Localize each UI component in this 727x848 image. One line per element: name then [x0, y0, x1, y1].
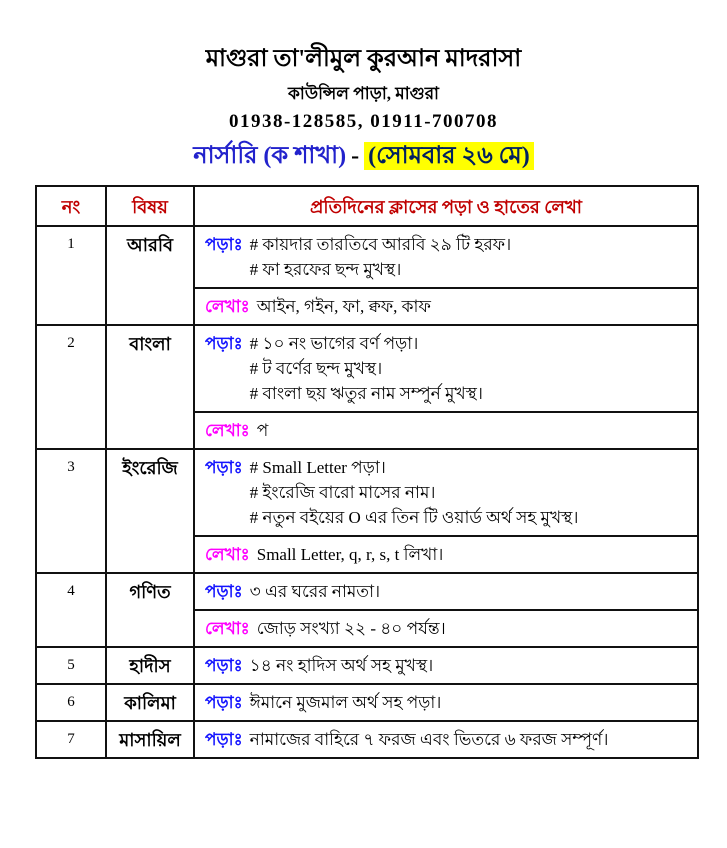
lesson-content-cell — [195, 450, 697, 572]
lesson-section — [195, 287, 697, 324]
section-label: পড়াঃ — [205, 693, 243, 712]
section-label: পড়াঃ — [205, 334, 243, 353]
lesson-content-cell — [195, 722, 697, 757]
row-number: 5 — [37, 648, 107, 683]
row-number: 6 — [37, 685, 107, 720]
section-lines — [257, 616, 687, 641]
lesson-section — [195, 227, 697, 287]
lesson-section — [195, 326, 697, 411]
document-header — [0, 0, 727, 172]
section-label: পড়াঃ — [205, 458, 243, 477]
lesson-section — [195, 722, 697, 757]
subject-name: মাসায়িল — [107, 722, 195, 757]
lesson-line: ৩ এর ঘরের নামতা। — [249, 582, 381, 601]
row-number: 3 — [37, 450, 107, 572]
class-name: নার্সারি (ক শাখা) — [193, 143, 347, 169]
section-label: পড়াঃ — [205, 582, 243, 601]
lesson-line: Small Letter, q, r, s, t লিখা। — [256, 545, 444, 564]
lesson-line: # ইংরেজি বারো মাসের নাম। — [249, 483, 436, 502]
lesson-line: নামাজের বাহিরে ৭ ফরজ এবং ভিতরে ৬ ফরজ সম্পূর্ণ। — [249, 730, 609, 749]
section-lines — [250, 653, 687, 678]
section-lines — [250, 727, 687, 752]
lesson-content-cell — [195, 685, 697, 720]
section-lines — [257, 294, 687, 319]
section-label: লেখাঃ — [205, 545, 250, 564]
table-row — [37, 225, 697, 324]
date-highlight: (সোমবার ২৬ মে) — [364, 142, 534, 170]
table-row — [37, 572, 697, 646]
section-label: লেখাঃ — [205, 421, 250, 440]
lesson-line: # বাংলা ছয় ঋতুর নাম সম্পুর্ন মুখস্থ। — [249, 384, 483, 403]
lesson-section — [195, 685, 697, 720]
lesson-section — [195, 574, 697, 609]
lesson-table — [35, 185, 699, 759]
lesson-section — [195, 535, 697, 572]
lesson-line: # ট বর্ণের ছন্দ মুখস্থ। — [249, 359, 383, 378]
lesson-content-cell — [195, 227, 697, 324]
lesson-line: # নতুন বইয়ের O এর তিন টি ওয়ার্ড অর্থ সহ মুখস্থ। — [249, 508, 579, 527]
section-lines — [257, 542, 687, 567]
section-lines — [250, 331, 687, 406]
column-header-number: নং — [37, 187, 107, 225]
lesson-line: জোড় সংখ্যা ২২ - ৪০ পর্যন্ত। — [256, 619, 446, 638]
lesson-line: # Small Letter পড়া। — [249, 458, 386, 477]
lesson-line: # ১০ নং ভাগের বর্ণ পড়া। — [249, 334, 419, 353]
table-row — [37, 720, 697, 757]
lesson-content-cell — [195, 326, 697, 448]
lesson-section — [195, 648, 697, 683]
row-number: 2 — [37, 326, 107, 448]
separator-dash: - — [351, 143, 360, 169]
section-label: লেখাঃ — [205, 297, 250, 316]
column-header-subject: বিষয় — [107, 187, 195, 225]
subject-name: ইংরেজি — [107, 450, 195, 572]
subject-name: বাংলা — [107, 326, 195, 448]
lesson-section — [195, 411, 697, 448]
subject-name: আরবি — [107, 227, 195, 324]
subject-name: হাদীস — [107, 648, 195, 683]
section-lines — [250, 579, 687, 604]
section-label: পড়াঃ — [205, 730, 243, 749]
lesson-content-cell — [195, 574, 697, 646]
lesson-line: প — [256, 421, 269, 440]
lesson-line: # ফা হরফের ছন্দ মুখস্থ। — [249, 260, 402, 279]
section-lines — [250, 232, 687, 282]
section-label: লেখাঃ — [205, 619, 250, 638]
row-number: 1 — [37, 227, 107, 324]
lesson-line: # কায়দার তারতিবে আরবি ২৯ টি হরফ। — [249, 235, 512, 254]
table-header-row — [37, 187, 697, 225]
section-lines — [257, 418, 687, 443]
section-label: পড়াঃ — [205, 235, 243, 254]
section-lines — [250, 455, 687, 530]
section-label: পড়াঃ — [205, 656, 243, 675]
school-title: মাগুরা তা'লীমুল কুরআন মাদরাসা — [205, 46, 522, 72]
lesson-section — [195, 609, 697, 646]
phone-numbers: 01938-128585, 01911-700708 — [228, 111, 499, 132]
table-row — [37, 324, 697, 448]
class-date-line — [0, 140, 727, 172]
school-address: কাউন্সিল পাড়া, মাগুরা — [288, 84, 439, 103]
column-header-lesson: প্রতিদিনের ক্লাসের পড়া ও হাতের লেখা — [309, 197, 583, 217]
table-row — [37, 683, 697, 720]
table-body — [37, 225, 697, 757]
lesson-line: আইন, গইন, ফা, ক্বফ, কাফ — [256, 297, 431, 316]
row-number: 7 — [37, 722, 107, 757]
lesson-section — [195, 450, 697, 535]
table-row — [37, 448, 697, 572]
subject-name: গণিত — [107, 574, 195, 646]
table-row — [37, 646, 697, 683]
lesson-line: ১৪ নং হাদিস অর্থ সহ মুখস্থ। — [249, 656, 434, 675]
lesson-content-cell — [195, 648, 697, 683]
lesson-line: ঈমানে মুজমাল অর্থ সহ পড়া। — [249, 693, 442, 712]
row-number: 4 — [37, 574, 107, 646]
section-lines — [250, 690, 687, 715]
subject-name: কালিমা — [107, 685, 195, 720]
